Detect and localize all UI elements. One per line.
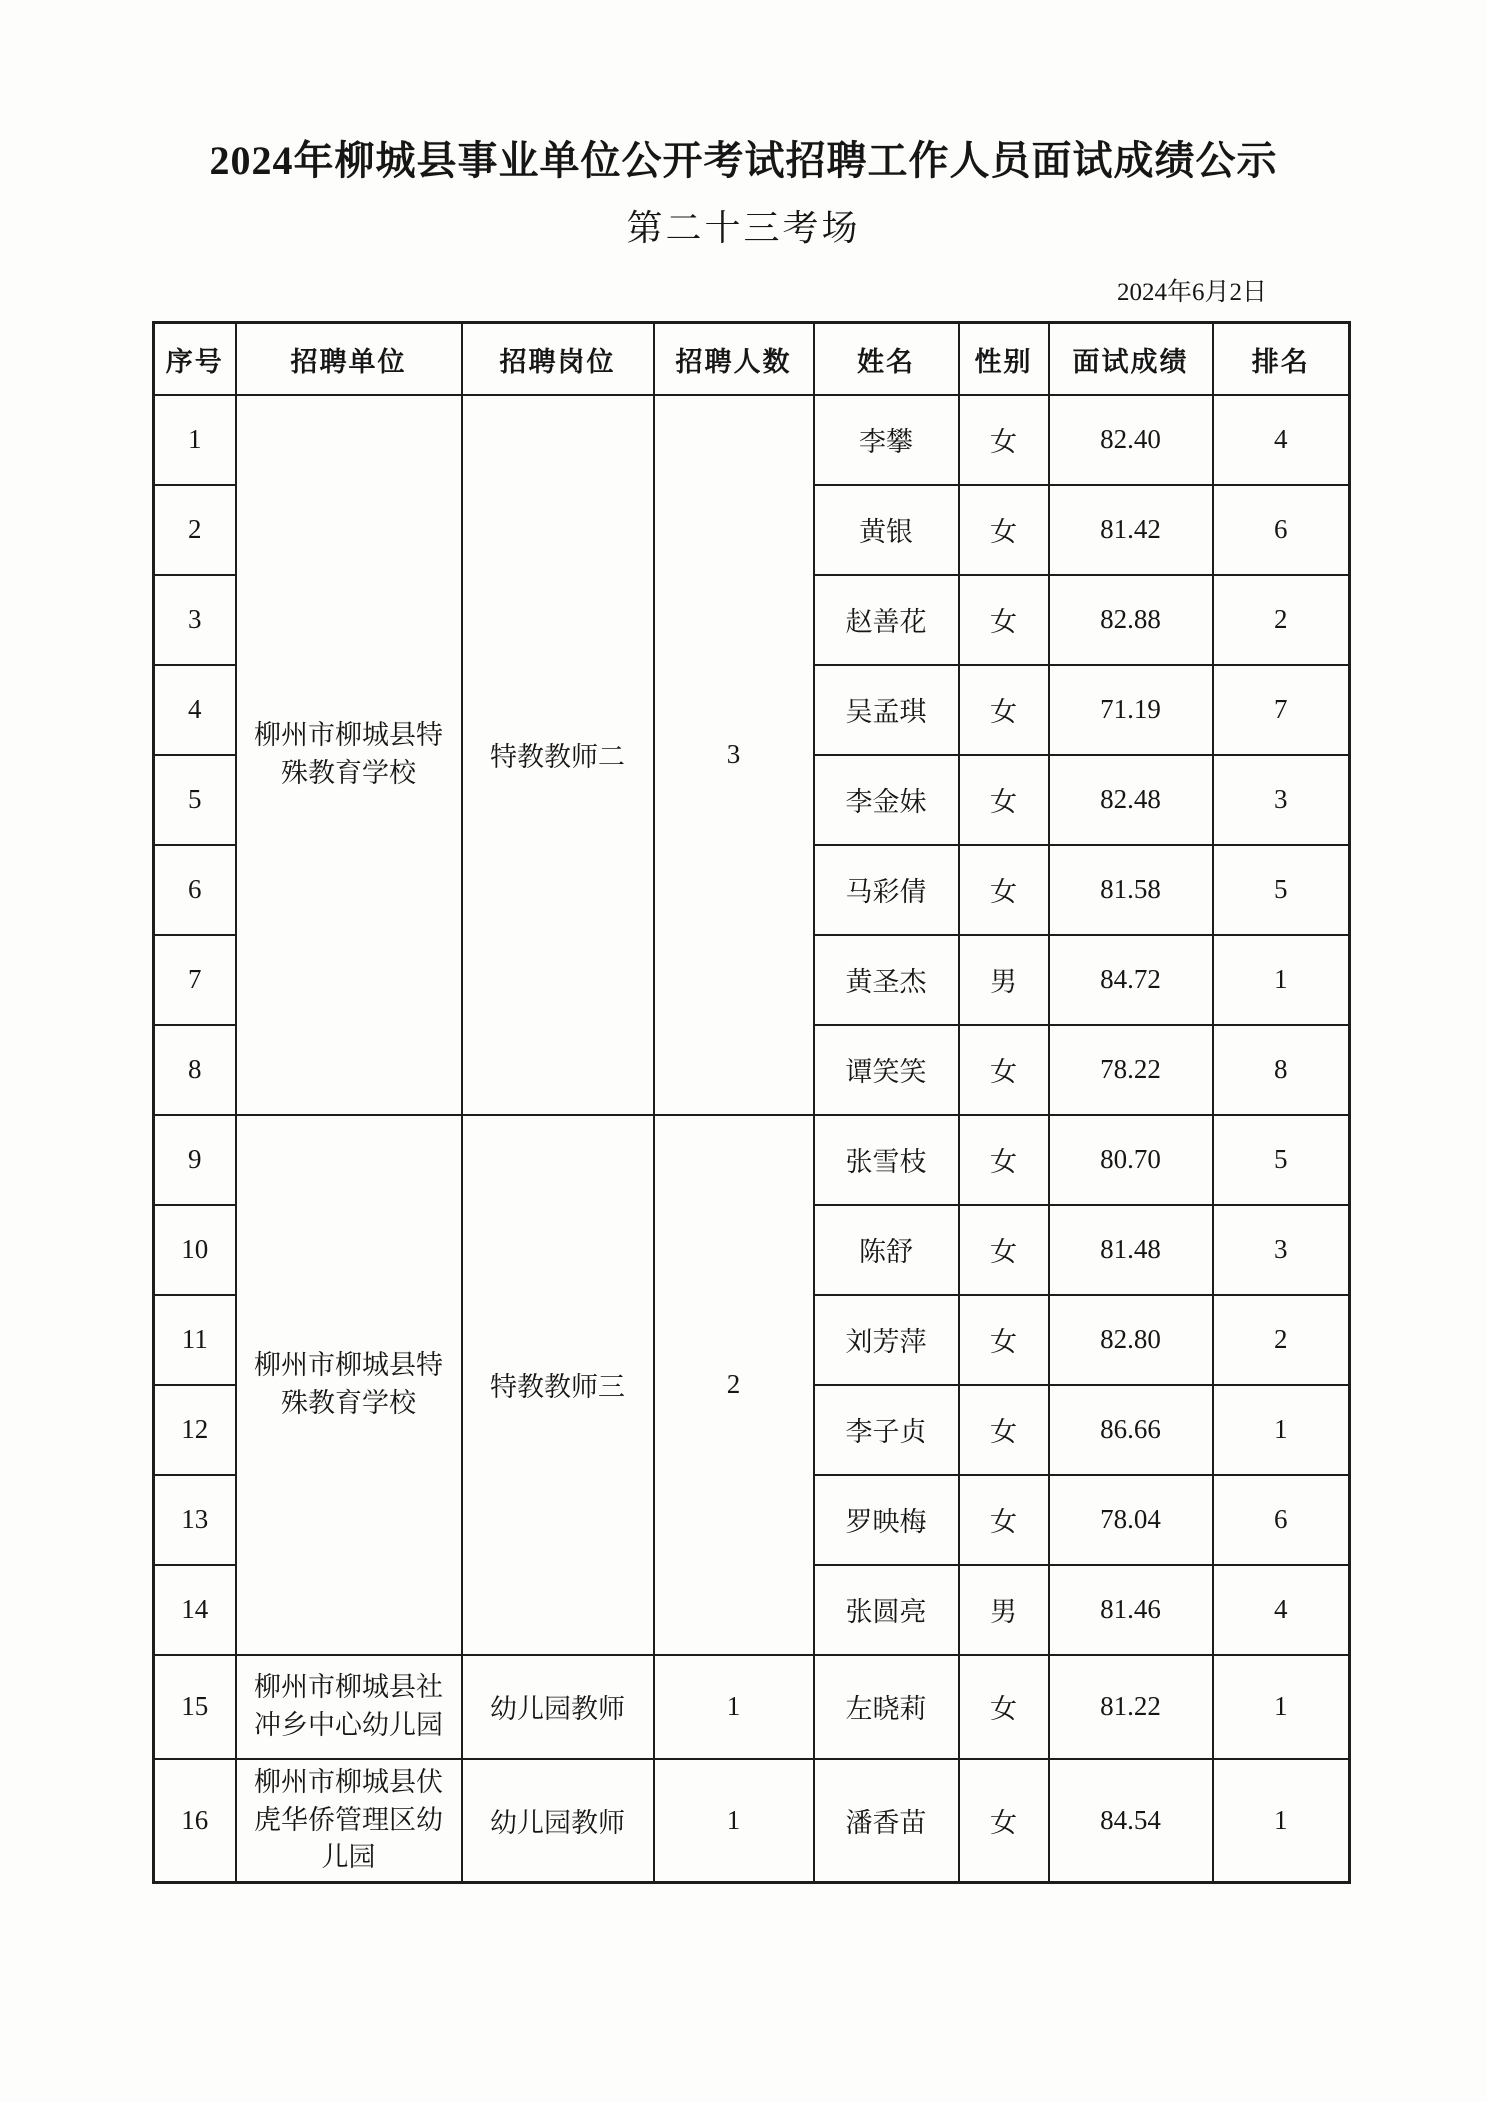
- score-cell: 81.22: [1049, 1655, 1213, 1759]
- name-cell: 张雪枝: [814, 1115, 959, 1205]
- rank-cell: 1: [1213, 1385, 1350, 1475]
- score-cell: 81.42: [1049, 485, 1213, 575]
- serial-cell: 8: [154, 1025, 236, 1115]
- score-cell: 84.54: [1049, 1759, 1213, 1883]
- gender-cell: 男: [959, 1565, 1049, 1655]
- unit-cell: 柳州市柳城县特殊教育学校: [236, 395, 462, 1115]
- gender-cell: 女: [959, 1205, 1049, 1295]
- column-header-name: 姓名: [814, 323, 959, 395]
- gender-cell: 女: [959, 665, 1049, 755]
- results-table: [152, 321, 1351, 1884]
- page-title: 2024年柳城县事业单位公开考试招聘工作人员面试成绩公示: [209, 138, 1278, 183]
- name-cell: 刘芳萍: [814, 1295, 959, 1385]
- table-row: [154, 395, 1350, 485]
- gender-cell: 女: [959, 1655, 1049, 1759]
- headcount-cell: 3: [654, 395, 814, 1115]
- unit-cell: 柳州市柳城县社冲乡中心幼儿园: [236, 1655, 462, 1759]
- rank-cell: 8: [1213, 1025, 1350, 1115]
- document-date: 2024年6月2日: [1116, 279, 1267, 306]
- gender-cell: 女: [959, 485, 1049, 575]
- unit-cell: 柳州市柳城县特殊教育学校: [236, 1115, 462, 1655]
- name-cell: 张圆亮: [814, 1565, 959, 1655]
- gender-cell: 女: [959, 1295, 1049, 1385]
- name-cell: 李攀: [814, 395, 959, 485]
- name-cell: 潘香苗: [814, 1759, 959, 1883]
- score-cell: 86.66: [1049, 1385, 1213, 1475]
- position-cell: 幼儿园教师: [462, 1759, 654, 1883]
- rank-cell: 1: [1213, 935, 1350, 1025]
- serial-cell: 4: [154, 665, 236, 755]
- serial-cell: 14: [154, 1565, 236, 1655]
- gender-cell: 女: [959, 755, 1049, 845]
- serial-cell: 13: [154, 1475, 236, 1565]
- rank-cell: 7: [1213, 665, 1350, 755]
- serial-cell: 3: [154, 575, 236, 665]
- unit-cell: 柳州市柳城县伏虎华侨管理区幼儿园: [236, 1759, 462, 1883]
- headcount-cell: 1: [654, 1759, 814, 1883]
- serial-cell: 16: [154, 1759, 236, 1883]
- name-cell: 吴孟琪: [814, 665, 959, 755]
- score-cell: 81.58: [1049, 845, 1213, 935]
- name-cell: 马彩倩: [814, 845, 959, 935]
- headcount-cell: 1: [654, 1655, 814, 1759]
- serial-cell: 15: [154, 1655, 236, 1759]
- name-cell: 黄银: [814, 485, 959, 575]
- column-header-headcount: 招聘人数: [654, 323, 814, 395]
- rank-cell: 2: [1213, 575, 1350, 665]
- gender-cell: 女: [959, 1385, 1049, 1475]
- score-cell: 82.88: [1049, 575, 1213, 665]
- table-header-row: [154, 323, 1350, 395]
- score-cell: 84.72: [1049, 935, 1213, 1025]
- serial-cell: 10: [154, 1205, 236, 1295]
- serial-cell: 5: [154, 755, 236, 845]
- table-row: [154, 1655, 1350, 1759]
- score-cell: 78.22: [1049, 1025, 1213, 1115]
- score-cell: 82.48: [1049, 755, 1213, 845]
- score-cell: 82.40: [1049, 395, 1213, 485]
- serial-cell: 7: [154, 935, 236, 1025]
- column-header-position: 招聘岗位: [462, 323, 654, 395]
- position-cell: 特教教师二: [462, 395, 654, 1115]
- table-header: [154, 323, 1350, 395]
- name-cell: 罗映梅: [814, 1475, 959, 1565]
- table-row: [154, 1115, 1350, 1205]
- score-cell: 82.80: [1049, 1295, 1213, 1385]
- score-cell: 81.48: [1049, 1205, 1213, 1295]
- rank-cell: 1: [1213, 1655, 1350, 1759]
- serial-cell: 2: [154, 485, 236, 575]
- column-header-rank: 排名: [1213, 323, 1350, 395]
- position-cell: 特教教师三: [462, 1115, 654, 1655]
- score-cell: 80.70: [1049, 1115, 1213, 1205]
- rank-cell: 2: [1213, 1295, 1350, 1385]
- score-cell: 78.04: [1049, 1475, 1213, 1565]
- name-cell: 赵善花: [814, 575, 959, 665]
- serial-cell: 9: [154, 1115, 236, 1205]
- gender-cell: 男: [959, 935, 1049, 1025]
- rank-cell: 6: [1213, 1475, 1350, 1565]
- column-header-serial: 序号: [154, 323, 236, 395]
- rank-cell: 4: [1213, 395, 1350, 485]
- rank-cell: 5: [1213, 845, 1350, 935]
- column-header-unit: 招聘单位: [236, 323, 462, 395]
- column-header-gender: 性别: [959, 323, 1049, 395]
- serial-cell: 12: [154, 1385, 236, 1475]
- rank-cell: 6: [1213, 485, 1350, 575]
- table-row: [154, 1759, 1350, 1883]
- gender-cell: 女: [959, 1475, 1049, 1565]
- name-cell: 李子贞: [814, 1385, 959, 1475]
- gender-cell: 女: [959, 845, 1049, 935]
- name-cell: 陈舒: [814, 1205, 959, 1295]
- column-header-score: 面试成绩: [1049, 323, 1213, 395]
- results-table-body: [154, 395, 1350, 1883]
- name-cell: 左晓莉: [814, 1655, 959, 1759]
- position-cell: 幼儿园教师: [462, 1655, 654, 1759]
- rank-cell: 5: [1213, 1115, 1350, 1205]
- score-cell: 81.46: [1049, 1565, 1213, 1655]
- name-cell: 李金妹: [814, 755, 959, 845]
- page-subtitle: 第二十三考场: [626, 208, 861, 248]
- gender-cell: 女: [959, 1115, 1049, 1205]
- rank-cell: 3: [1213, 1205, 1350, 1295]
- score-cell: 71.19: [1049, 665, 1213, 755]
- gender-cell: 女: [959, 1759, 1049, 1883]
- name-cell: 黄圣杰: [814, 935, 959, 1025]
- gender-cell: 女: [959, 575, 1049, 665]
- gender-cell: 女: [959, 1025, 1049, 1115]
- gender-cell: 女: [959, 395, 1049, 485]
- rank-cell: 1: [1213, 1759, 1350, 1883]
- headcount-cell: 2: [654, 1115, 814, 1655]
- rank-cell: 3: [1213, 755, 1350, 845]
- rank-cell: 4: [1213, 1565, 1350, 1655]
- name-cell: 谭笑笑: [814, 1025, 959, 1115]
- serial-cell: 11: [154, 1295, 236, 1385]
- serial-cell: 1: [154, 395, 236, 485]
- serial-cell: 6: [154, 845, 236, 935]
